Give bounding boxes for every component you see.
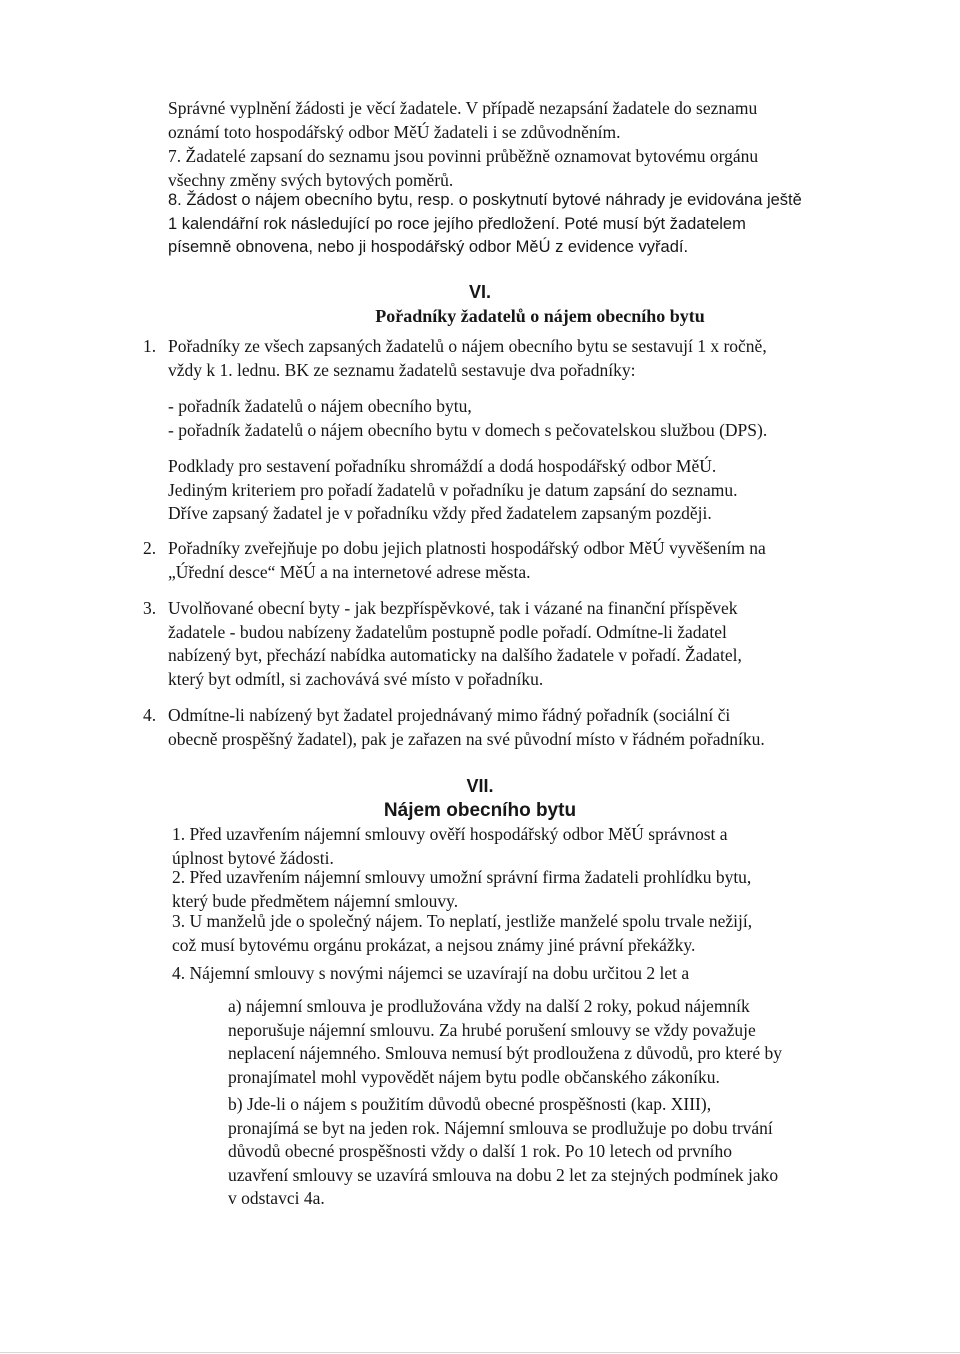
s7-item-3 — [172, 910, 752, 957]
intro-line-2: oznámí toto hospodářský odbor MěÚ žadateli i se zdůvodněním. — [168, 121, 621, 142]
intro-item-8-line-2: 1 kalendářní rok následující po roce jejího předložení. Poté musí být žadatelem — [168, 214, 746, 233]
s7-item-2-line-2: který bude předmětem nájemní smlouvy. — [172, 890, 459, 911]
s7-item-1-line-1: 1. Před uzavřením nájemní smlouvy ověří hospodářský odbor MěÚ správnost a — [172, 824, 728, 844]
s6-p1-para-line-2: Jediným kriteriem pro pořadí žadatelů v pořadníku je datum zapsání do seznamu. — [168, 479, 738, 500]
s7-sub-a-line-4: pronajímatel mohl vypovědět nájem bytu podle občanského zákoníku. — [228, 1066, 720, 1087]
s7-item-3-line-1: 3. U manželů jde o společný nájem. To neplatí, jestliže manželé spolu trvale nežijí, — [172, 911, 753, 931]
s6-p2-line-2: „Úřední desce“ MěÚ a na internetové adrese města. — [168, 561, 531, 582]
s6-p2-number: 2. — [143, 538, 157, 558]
s6-p1-para-line-1: Podklady pro sestavení pořadníku shromáždí a dodá hospodářský odbor MěÚ. — [168, 456, 717, 476]
s7-item-2-line-1: 2. Před uzavřením nájemní smlouvy umožní správní firma žadateli prohlídku bytu, — [172, 867, 752, 887]
intro-line-1: Správné vyplnění žádosti je věcí žadatele. V případě nezapsání žadatele do seznamu — [168, 98, 758, 118]
s6-p1-number: 1. — [143, 336, 157, 356]
s6-p3-line-2: žadatele - budou nabízeny žadatelům postupně podle pořadí. Odmítne-li žadatel — [168, 621, 727, 642]
section-7-title: Nájem obecního bytu — [383, 800, 577, 821]
s7-sub-b-line-5: v odstavci 4a. — [228, 1188, 325, 1208]
s7-sub-b-line-1: b) Jde-li o nájem s použitím důvodů obecné prospěšnosti (kap. XIII), — [228, 1094, 712, 1114]
s7-sub-a — [228, 995, 782, 1089]
s6-p1 — [168, 335, 767, 382]
s7-item-4: 4. Nájemní smlouvy s novými nájemci se uzavírají na dobu určitou 2 let a — [172, 963, 690, 983]
s6-p2-line-1: Pořadníky zveřejňuje po dobu jejich platnosti hospodářský odbor MěÚ vyvěšením na — [168, 538, 766, 558]
s7-sub-a-line-3: neplacení nájemného. Smlouva nemusí být prodloužena z důvodů, pro které by — [228, 1043, 783, 1063]
s7-item-1 — [172, 823, 728, 870]
s7-sub-b — [228, 1093, 778, 1211]
s7-sub-a-line-1: a) nájemní smlouva je prodlužována vždy na další 2 roky, pokud nájemník — [228, 996, 750, 1016]
section-7-roman: VII. — [466, 776, 494, 796]
s7-sub-a-line-2: neporušuje nájemní smlouvu. Za hrubé porušení smlouvy se vždy považuje — [228, 1019, 756, 1040]
intro-item-8-line-1: 8. Žádost o nájem obecního bytu, resp. o poskytnutí bytové náhrady je evidována ještě — [168, 191, 802, 209]
s6-p1-list-item-1: - pořadník žadatelů o nájem obecního bytu, — [168, 396, 472, 416]
s6-p3-line-3: nabízený byt, přechází nabídka automaticky na dalšího žadatele v pořadí. Žadatel, — [168, 645, 742, 665]
s7-item-1-line-2: úplnost bytové žádosti. — [172, 847, 334, 868]
s7-item-2 — [172, 866, 751, 913]
s6-p3-line-1: Uvolňované obecní byty - jak bezpříspěvkové, tak i vázané na finanční příspěvek — [168, 598, 738, 618]
s6-p4-line-2: obecně prospěšný žadatel), pak je zařazen na své původní místo v řádném pořadníku. — [168, 728, 765, 749]
intro-item-7-line-2: všechny změny svých bytových poměrů. — [168, 169, 454, 190]
s6-p1-list — [168, 395, 767, 442]
s6-p1-para-line-3: Dříve zapsaný žadatel je v pořadníku vždy před žadatelem zapsaným později. — [168, 503, 712, 523]
intro-item-7-line-1: 7. Žadatelé zapsaní do seznamu jsou povinni průběžně oznamovat bytovému orgánu — [168, 146, 759, 166]
section-6-title: Pořadníky žadatelů o nájem obecního bytu — [375, 306, 705, 326]
s6-p1-line-2: vždy k 1. lednu. BK ze seznamu žadatelů sestavuje dva pořadníky: — [168, 359, 636, 380]
s7-sub-b-line-4: uzavření smlouvy se uzavírá smlouva na dobu 2 let za stejných podmínek jako — [228, 1164, 779, 1185]
intro-item-8 — [168, 189, 802, 260]
s6-p4-number: 4. — [143, 705, 157, 725]
scan-edge-line — [0, 1352, 960, 1353]
s6-p3 — [168, 597, 742, 691]
s7-sub-b-line-3: důvodů obecné prospěšnosti vždy o další 1 rok. Po 10 letech od prvního — [228, 1141, 733, 1161]
s6-p1-list-item-2: - pořadník žadatelů o nájem obecního bytu v domech s pečovatelskou službou (DPS). — [168, 419, 768, 440]
s6-p3-line-4: který byt odmítl, si zachovává své místo v pořadníku. — [168, 668, 544, 689]
s6-p1-para — [168, 455, 738, 526]
intro-item-8-line-3: písemně obnovena, nebo ji hospodářský odbor MěÚ z evidence vyřadí. — [168, 238, 689, 256]
s6-p4 — [168, 704, 765, 751]
intro-item-7 — [168, 145, 758, 192]
s6-p4-line-1: Odmítne-li nabízený byt žadatel projednávaný mimo řádný pořadník (sociální či — [168, 705, 731, 725]
s6-p3-number: 3. — [143, 598, 157, 618]
s6-p1-line-1: Pořadníky ze všech zapsaných žadatelů o nájem obecního bytu se sestavují 1 x ročně, — [168, 336, 767, 356]
s6-p2 — [168, 537, 766, 584]
section-6-roman: VI. — [468, 282, 491, 302]
s7-sub-b-line-2: pronajímá se byt na jeden rok. Nájemní smlouva se prodlužuje po dobu trvání — [228, 1117, 773, 1138]
intro-paragraph — [168, 97, 757, 144]
s7-item-3-line-2: což musí bytovému orgánu prokázat, a nejsou známy jiné právní překážky. — [172, 934, 696, 955]
